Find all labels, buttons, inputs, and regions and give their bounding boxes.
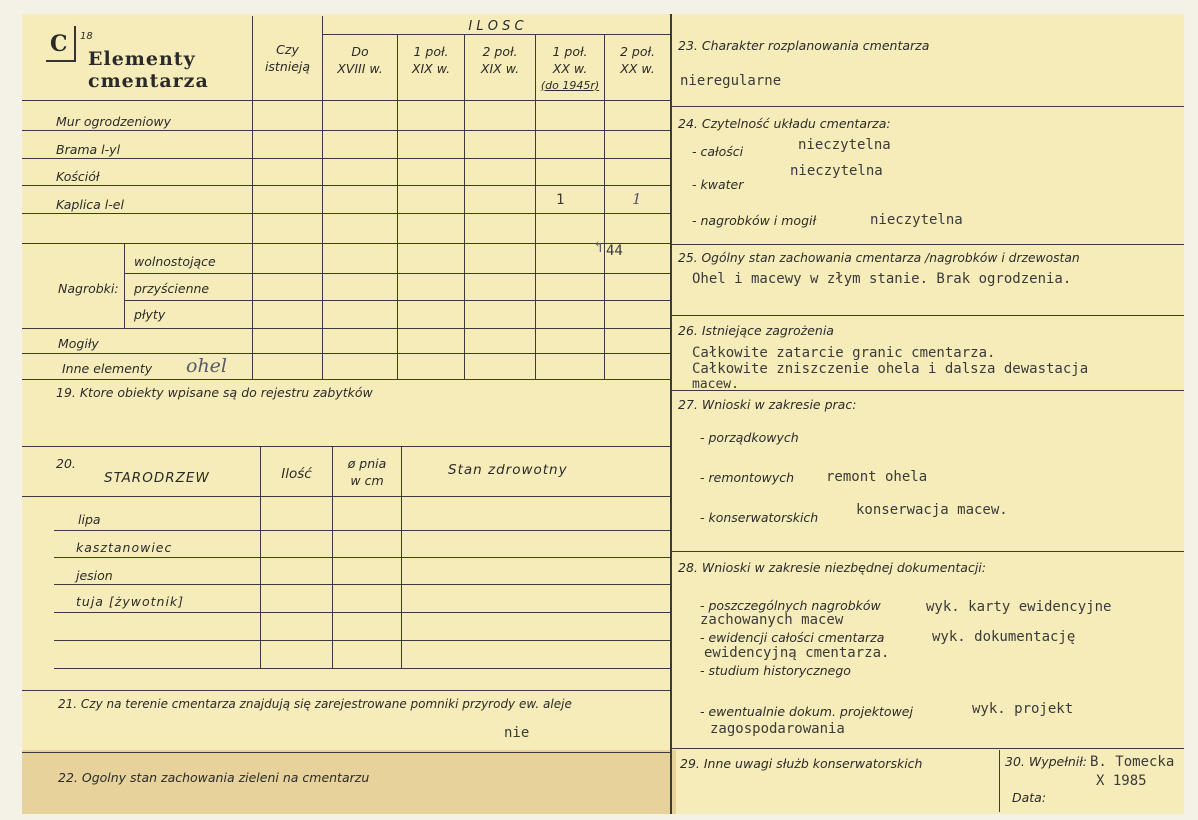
kaplica-count-2: 1 [632, 190, 642, 208]
rule [54, 640, 670, 641]
period-col-1: Do XVIII w. [337, 44, 383, 76]
arrow-icon: ↰ [592, 238, 605, 256]
trees-col-count: Ilość [281, 466, 312, 482]
field-28-c-label: - studium historycznego [700, 663, 851, 678]
row-label-inne: Inne elementy [62, 361, 153, 376]
rule [22, 130, 670, 131]
field-21-value: nie [504, 725, 530, 741]
field-24-label: 24. Czytelność układu cmentarza: [678, 116, 891, 131]
field-27-remontowych: - remontowych [700, 470, 795, 485]
section-letter: C [50, 31, 69, 57]
field-28-b-value-2: ewidencyjną cmentarza. [704, 645, 890, 661]
rule [672, 315, 1184, 316]
field-24-calosci-label: - całości [692, 144, 744, 159]
page-title-line2: cmentarza [88, 70, 209, 92]
rule [22, 100, 670, 101]
field-27-konserwatorskich: - konserwatorskich [700, 510, 819, 525]
rule [54, 530, 670, 531]
row-label-brama: Brama l-yl [56, 142, 121, 157]
rule [672, 748, 1184, 749]
field-27-label: 27. Wnioski w zakresie prac: [678, 397, 857, 412]
wolnostojace-count: 44 [606, 243, 623, 259]
field-28-a-label: - poszczególnych nagrobków [700, 598, 881, 613]
rule [54, 584, 670, 585]
field-30-date-value: X 1985 [1096, 773, 1147, 789]
divider-vertical-center [670, 14, 672, 814]
rule [54, 612, 670, 613]
rule [322, 34, 670, 35]
rule [22, 158, 670, 159]
rule [672, 390, 1184, 391]
field-28-d-label: - ewentualnie dokum. projektowej [700, 704, 913, 719]
col-line [604, 34, 605, 380]
rule [672, 244, 1184, 245]
field-30-label: 30. Wypełnił: [1005, 754, 1088, 769]
field-22-label: 22. Ogolny stan zachowania zieleni na cmentarzu [58, 770, 370, 785]
kaplica-count-1: 1 [556, 192, 565, 208]
field-28-d-value-1: wyk. projekt [972, 701, 1074, 717]
rule [22, 752, 670, 753]
field-26-value-line1: Całkowite zatarcie granic cmentarza. [692, 345, 996, 361]
row-label-mur: Mur ogrodzeniowy [56, 114, 172, 129]
rule [22, 353, 670, 354]
rule [22, 213, 670, 214]
period-col-5: 2 poł. XX w. [619, 44, 656, 76]
field-28-label: 28. Wnioski w zakresie niezbędnej dokumentacji: [678, 560, 986, 575]
field-25-value: Ohel i macewy w złym stanie. Brak ogrodzenia. [692, 271, 1072, 287]
field-24-kwater-value: nieczytelna [790, 163, 883, 179]
field-28-a-value-1: wyk. karty ewidencyjne [926, 599, 1112, 615]
trees-col-name: STARODRZEW [104, 470, 210, 486]
tree-row-tuja: tuja [żywotnik] [76, 594, 185, 609]
field-28-d-value-2: zagospodarowania [710, 721, 845, 737]
field-26-label: 26. Istniejące zagrożenia [678, 323, 834, 338]
page-title-line1: Elementy [88, 48, 196, 70]
col-line [397, 34, 398, 380]
field-30-date-label: Data: [1012, 790, 1047, 805]
col-exists-label: Czy istnieją [264, 42, 311, 74]
col-line [401, 446, 402, 668]
field-28-a-value-2: zachowanych macew [700, 612, 844, 628]
field-27-konserwatorskich-value: konserwacja macew. [856, 502, 1008, 518]
col-line [464, 34, 465, 380]
field-27-porzadkowych: - porządkowych [700, 430, 799, 445]
record-card [22, 14, 1184, 814]
field-27-remontowych-value: remont ohela [826, 469, 928, 485]
field-28-b-label: - ewidencji całości cmentarza [700, 630, 885, 645]
nagrobki-label: Nagrobki: [58, 281, 119, 296]
field-26-value-line3: macew. [692, 377, 739, 392]
trees-col-diameter: ø pnia w cm [347, 456, 387, 488]
field-24-nagrobkow-label: - nagrobków i mogił [692, 213, 817, 228]
quantity-label: I L O S C [468, 19, 524, 34]
rule [54, 668, 670, 669]
field-28-b-value-1: wyk. dokumentację [932, 629, 1076, 645]
row-label-kaplica: Kaplica l-el [56, 197, 124, 212]
field-29-label: 29. Inne uwagi służb konserwatorskich [680, 756, 923, 771]
tree-row-kasztanowiec: kasztanowiec [76, 540, 173, 555]
field-23-label: 23. Charakter rozplanowania cmentarza [678, 38, 930, 53]
nagrobki-sub-wolnostojace: wolnostojące [134, 254, 216, 269]
field-24-nagrobkow-value: nieczytelna [870, 212, 963, 228]
field-24-calosci-value: nieczytelna [798, 137, 891, 153]
rule [672, 106, 1184, 107]
rule [22, 185, 670, 186]
divider-vertical-right [999, 750, 1000, 812]
field-23-value: nieregularne [680, 73, 782, 89]
section-number: 18 [80, 31, 93, 42]
rule [22, 446, 670, 447]
rule [54, 557, 670, 558]
nagrobki-sub-przyscienne: przyścienne [134, 281, 210, 296]
rule [22, 328, 670, 329]
rule [22, 379, 670, 380]
field-26-value-line2: Całkowite zniszczenie ohela i dalsza dewastacja [692, 361, 1089, 377]
rule [22, 496, 670, 497]
field-19-label: 19. Ktore obiekty wpisane są do rejestru zabytków [56, 385, 373, 400]
rule [672, 551, 1184, 552]
period-col-3: 2 poł. XIX w. [480, 44, 520, 76]
col-line [124, 243, 125, 328]
inne-value: ohel [186, 355, 227, 377]
trees-col-health: Stan zdrowotny [448, 462, 568, 478]
nagrobki-sub-plyty: płyty [134, 307, 166, 322]
row-label-kosciol: Kościół [56, 169, 100, 184]
period-col-4: 1 poł. XX w. (do 1945r) [540, 44, 600, 92]
tree-row-jesion: jesion [76, 568, 113, 583]
field-24-kwater-label: - kwater [692, 177, 744, 192]
rule [22, 690, 670, 691]
field-25-label: 25. Ogólny stan zachowania cmentarza /nagrobków i drzewostan [678, 251, 1080, 265]
row-label-mogily: Mogiły [58, 336, 99, 351]
field-20-number: 20. [56, 456, 76, 471]
tree-row-lipa: lipa [78, 512, 101, 527]
field-30-value: B. Tomecka [1090, 754, 1175, 770]
period-col-2: 1 poł. XIX w. [411, 44, 451, 76]
field-21-label: 21. Czy na terenie cmentarza znajdują się zarejestrowane pomniki przyrody ew. aleje [58, 697, 572, 711]
rule [22, 243, 670, 244]
